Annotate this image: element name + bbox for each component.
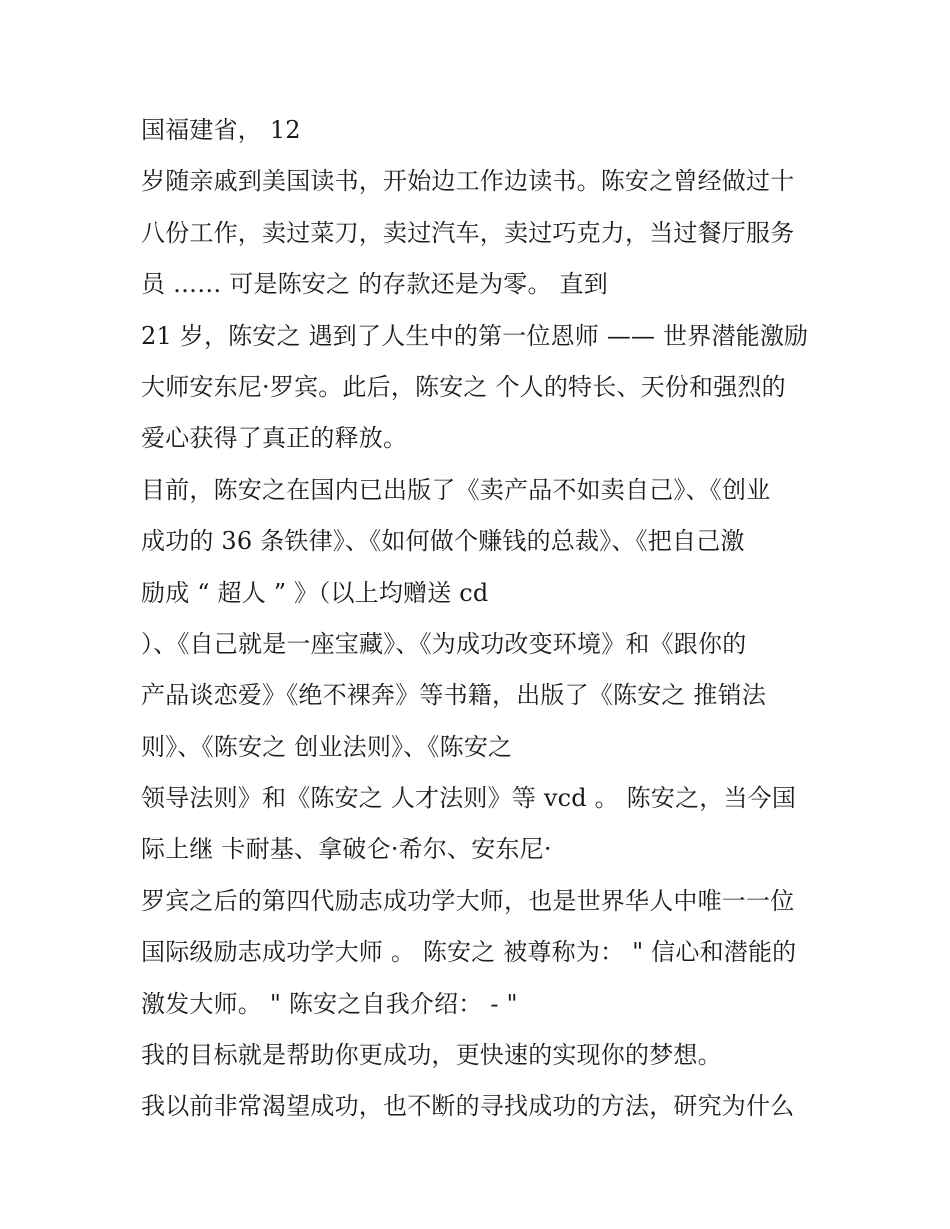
text-line: ）、《自己就是一座宝藏》、《为成功改变环境》和《跟你的: [141, 629, 747, 658]
text-line: 激发大师。 " 陈安之自我介绍： - ": [141, 989, 518, 1018]
text-line: 国际级励志成功学大师 。 陈安之 被尊称为： " 信心和潜能的: [141, 938, 797, 967]
text-line: 则》、《陈安之 创业法则》、《陈安之: [141, 732, 513, 761]
text-line: 产品谈恋爱》《绝不裸奔》等书籍，出版了《陈安之 推销法: [141, 681, 767, 710]
body-text: [141, 108, 841, 1136]
text-line: 爱心获得了真正的释放。: [141, 424, 408, 453]
text-line: 国福建省， 12: [141, 116, 301, 144]
text-line: 员 …… 可是陈安之 的存款还是为零。 直到: [141, 270, 608, 299]
text-line: 我以前非常渴望成功，也不断的寻找成功的方法，研究为什么: [141, 1092, 795, 1121]
text-line: 八份工作，卖过菜刀，卖过汽车，卖过巧克力，当过餐厅服务: [141, 218, 795, 247]
text-line: 目前，陈安之在国内已出版了《卖产品不如卖自己》、《创业: [141, 475, 771, 504]
text-line: 领导法则》和《陈安之 人才法则》等 vcd 。 陈安之，当今国: [141, 784, 797, 813]
text-line: 大师安东尼·罗宾。此后，陈安之 个人的特长、天份和强烈的: [141, 372, 786, 401]
text-line: 21 岁，陈安之 遇到了人生中的第一位恩师 —— 世界潜能激励: [141, 321, 809, 350]
text-line: 成功的 36 条铁律》、《如何做个赚钱的总裁》、《把自己激: [141, 527, 745, 556]
text-line: 际上继 卡耐基、拿破仑·希尔、安东尼·: [141, 835, 552, 864]
text-line: 励成 “ 超人 ” 》（以上均赠送 cd: [141, 578, 489, 607]
text-line: 岁随亲戚到美国读书，开始边工作边读书。陈安之曾经做过十: [141, 167, 795, 196]
text-line: 罗宾之后的第四代励志成功学大师，也是世界华人中唯一一位: [141, 886, 795, 915]
text-line: 我的目标就是帮助你更成功，更快速的实现你的梦想。: [141, 1041, 722, 1070]
